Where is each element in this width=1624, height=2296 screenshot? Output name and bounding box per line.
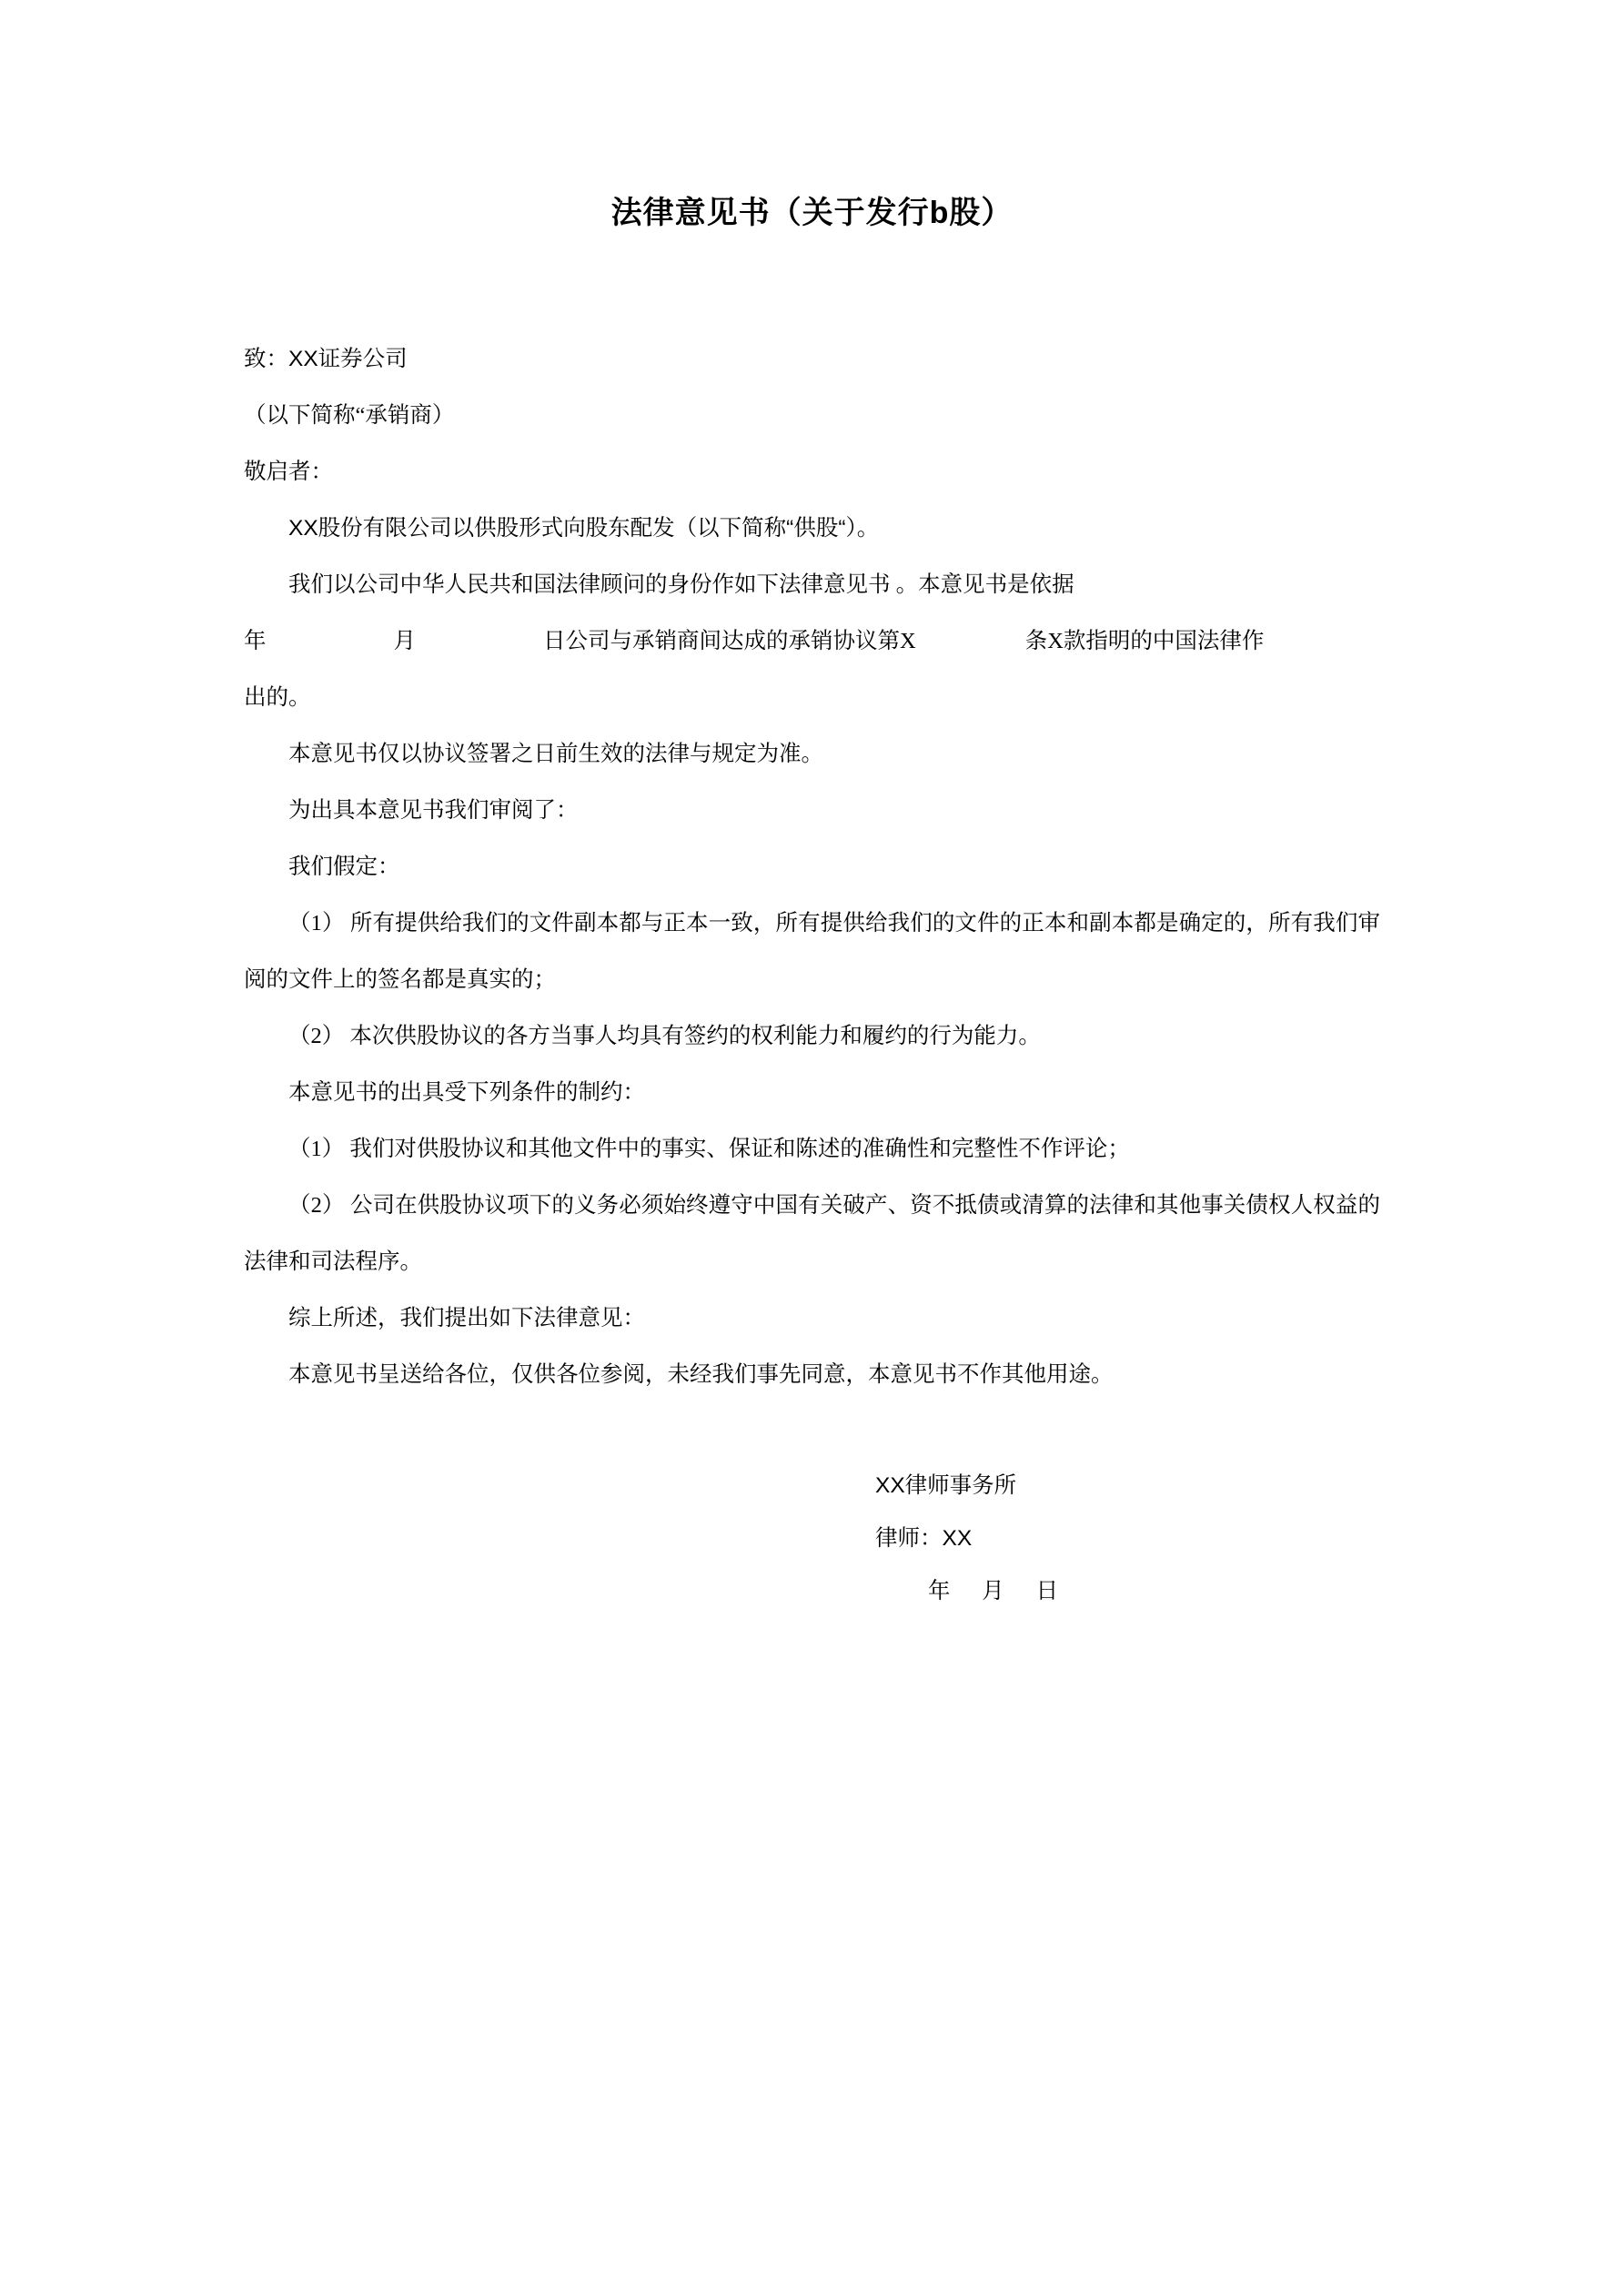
paragraph-10: （2） 公司在供股协议项下的义务必须始终遵守中国有关破产、资不抵债或清算的法律和其他事关债权人权益的法律和司法程序。 [244, 1193, 1380, 1275]
signature-block [244, 1460, 1380, 1618]
date-article-text: 条X款指明的中国法律作 [1024, 629, 1265, 654]
paragraph-11: 综上所述，我们提出如下法律意见： [288, 1306, 645, 1331]
date-year-label: 年 [244, 629, 267, 654]
paragraph-2: 我们以公司中华人民共和国法律顾问的身份作如下法律意见书 。本意见书是依据 [288, 572, 1074, 598]
paragraph-1: XX股份有限公司以供股形式向股东配发（以下简称“供股“）。 [288, 516, 880, 541]
paragraph-8: 本意见书的出具受下列条件的制约： [288, 1080, 645, 1106]
paragraph-6: （1） 所有提供给我们的文件副本都与正本一致，所有提供给我们的文件的正本和副本都是确定的，所有我们审阅的文件上的签名都是真实的； [244, 911, 1380, 993]
signature-date: 年 月 日 [928, 1579, 1072, 1604]
paragraph-7: （2） 本次供股协议的各方当事人均具有签约的权利能力和履约的行为能力。 [288, 1024, 1041, 1049]
document-body [244, 331, 1380, 1618]
paragraph-12: 本意见书呈送给各位，仅供各位参阅，未经我们事先同意，本意见书不作其他用途。 [288, 1362, 1114, 1388]
salutation-line: 敬启者： [244, 460, 333, 485]
addressee-line: 致：XX证券公司 [244, 347, 408, 372]
date-clause-line [244, 613, 1380, 670]
paragraph-5: 我们假定： [288, 855, 400, 880]
paragraph-9: （1） 我们对供股协议和其他文件中的事实、保证和陈述的准确性和完整性不作评论； [288, 1137, 1130, 1162]
addressee-note-line: （以下简称“承销商） [244, 403, 455, 429]
date-clause-tail: 出的。 [244, 685, 311, 711]
signature-firm: XX律师事务所 [875, 1473, 1017, 1499]
signature-lawyer: 律师：XX [875, 1526, 973, 1552]
paragraph-3: 本意见书仅以协议签署之日前生效的法律与规定为准。 [288, 742, 823, 767]
paragraph-4: 为出具本意见书我们审阅了： [288, 798, 579, 824]
page-title: 法律意见书（关于发行b股） [610, 196, 1014, 230]
date-month-label: 月 [393, 629, 416, 654]
date-day-text: 日公司与承销商间达成的承销协议第X [543, 629, 916, 654]
